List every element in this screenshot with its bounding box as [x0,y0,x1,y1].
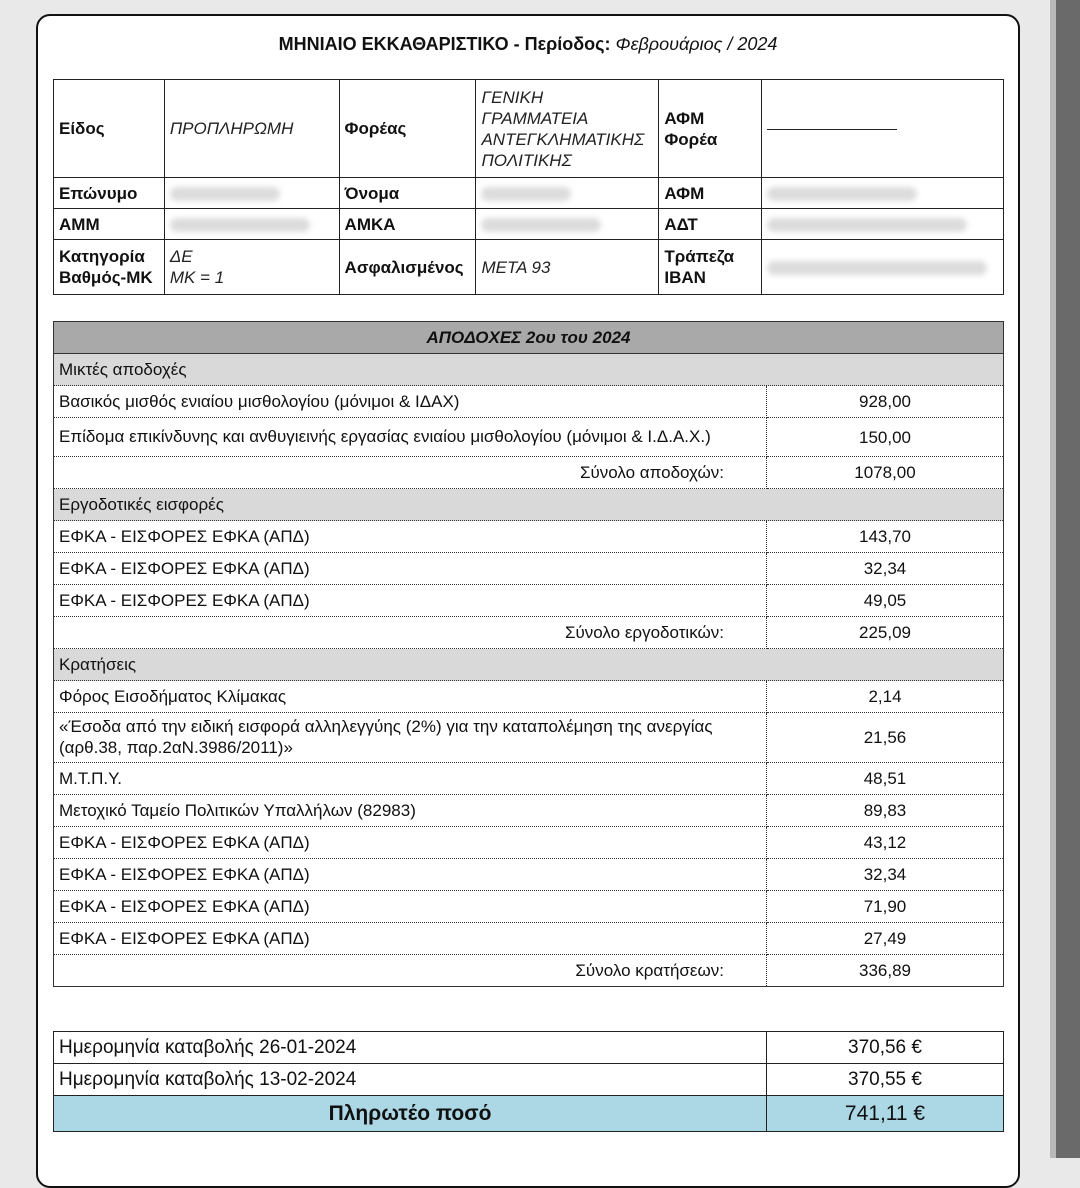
row-value: 49,05 [767,585,1004,617]
gross-total-value: 1078,00 [767,457,1004,489]
onoma-value-redacted [476,178,659,209]
row-value: 928,00 [767,386,1004,418]
asfalismenos-value: ΜΕΤΑ 93 [476,240,659,295]
row-value: 48,51 [767,763,1004,795]
payable-total-value: 741,11 € [767,1096,1004,1132]
afm-value-redacted [762,178,1004,209]
payment-date-label: Ημερομηνία καταβολής 26-01-2024 [54,1032,767,1064]
employee-info-table [53,79,1004,295]
table-row [54,891,1004,923]
redaction-blur [767,218,967,232]
title-period: Φεβρουάριος / 2024 [615,34,778,54]
redaction-blur [767,187,917,201]
row-label: Μ.Τ.Π.Υ. [54,763,767,795]
row-label: ΕΦΚΑ - ΕΙΣΦΟΡΕΣ ΕΦΚΑ (ΑΠΔ) [54,521,767,553]
redaction-blur [170,218,310,232]
row-value: 143,70 [767,521,1004,553]
adt-value-redacted [762,209,1004,240]
afm-foreas-label: ΑΦΜ Φορέα [659,80,762,178]
row-value: 32,34 [767,553,1004,585]
deductions-total-value: 336,89 [767,955,1004,987]
afm-foreas-value [762,80,1004,178]
deductions-total-row [54,955,1004,987]
table-row [54,795,1004,827]
table-row [54,859,1004,891]
scrollbar-track [1050,0,1056,1158]
payment-amount: 370,55 € [767,1064,1004,1096]
amm-value-redacted [164,209,339,240]
employer-total-value: 225,09 [767,617,1004,649]
katigoria-code: ΔΕ [169,247,193,266]
payment-amount: 370,56 € [767,1032,1004,1064]
deductions-total-label: Σύνολο κρατήσεων: [54,955,767,987]
row-label: ΕΦΚΑ - ΕΙΣΦΟΡΕΣ ΕΦΚΑ (ΑΠΔ) [54,585,767,617]
earnings-table [53,321,1004,987]
gross-total-row [54,457,1004,489]
row-value: 32,34 [767,859,1004,891]
asfalismenos-label: Ασφαλισμένος [339,240,476,295]
gross-section-heading: Μικτές αποδοχές [54,354,1004,386]
eidos-value: ΠΡΟΠΛΗΡΩΜΗ [164,80,339,178]
row-value: 27,49 [767,923,1004,955]
row-label: Βασικός μισθός ενιαίου μισθολογίου (μόνιμοι & ΙΔΑΧ) [54,386,767,418]
title-main: ΜΗΝΙΑΙΟ ΕΚΚΑΘΑΡΙΣΤΙΚΟ - Περίοδος: [278,34,611,54]
employer-section-heading: Εργοδοτικές εισφορές [54,489,1004,521]
table-row [54,763,1004,795]
deductions-section-heading: Κρατήσεις [54,649,1004,681]
foreas-value: ΓΕΝΙΚΗ ΓΡΑΜΜΑΤΕΙΑ ΑΝΤΕΓΚΛΗΜΑΤΙΚΗΣ ΠΟΛΙΤΙΚΗΣ [476,80,659,178]
onoma-label: Όνομα [339,178,476,209]
redaction-blur [481,187,571,201]
table-row [54,386,1004,418]
mk-value: ΜΚ = 1 [169,268,225,287]
employer-section-row [54,489,1004,521]
table-row [54,923,1004,955]
row-value: 21,56 [767,713,1004,763]
payslip-document [36,14,1020,1188]
table-row [54,418,1004,457]
employer-total-label: Σύνολο εργοδοτικών: [54,617,767,649]
row-label: ΕΦΚΑ - ΕΙΣΦΟΡΕΣ ΕΦΚΑ (ΑΠΔ) [54,553,767,585]
payment-date-label: Ημερομηνία καταβολής 13-02-2024 [54,1064,767,1096]
row-value: 71,90 [767,891,1004,923]
row-label: ΕΦΚΑ - ΕΙΣΦΟΡΕΣ ΕΦΚΑ (ΑΠΔ) [54,891,767,923]
row-label: Μετοχικό Ταμείο Πολιτικών Υπαλλήλων (82983) [54,795,767,827]
iban-value-redacted [762,240,1004,295]
payment-row [54,1064,1004,1096]
table-row [54,681,1004,713]
table-row [54,585,1004,617]
row-value: 150,00 [767,418,1004,457]
scrollbar[interactable] [1050,0,1080,1158]
deductions-section-row [54,649,1004,681]
payment-row [54,1032,1004,1064]
table-row [54,713,1004,763]
row-label: Φόρος Εισοδήματος Κλίμακας [54,681,767,713]
amm-label: ΑΜΜ [54,209,165,240]
gross-total-label: Σύνολο αποδοχών: [54,457,767,489]
katigoria-label: Κατηγορία Βαθμός-ΜΚ [54,240,165,295]
gross-section-row [54,354,1004,386]
payments-table [53,1031,1004,1132]
payable-total-row [54,1096,1004,1132]
redaction-blur [170,187,280,201]
row-label: Επίδομα επικίνδυνης και ανθυγιεινής εργασίας ενιαίου μισθολογίου (μόνιμοι & Ι.Δ.Α.Χ.) [54,418,767,457]
table-row [54,827,1004,859]
page-title [38,34,1018,55]
amka-label: ΑΜΚΑ [339,209,476,240]
row-label: ΕΦΚΑ - ΕΙΣΦΟΡΕΣ ΕΦΚΑ (ΑΠΔ) [54,827,767,859]
row-value: 2,14 [767,681,1004,713]
katigoria-value [164,240,339,295]
redaction-blur [481,218,601,232]
foreas-label: Φορέας [339,80,476,178]
afm-label: ΑΦΜ [659,178,762,209]
row-value: 89,83 [767,795,1004,827]
redaction-line [767,129,897,130]
eponymo-value-redacted [164,178,339,209]
trapeza-label: Τράπεζα IBAN [659,240,762,295]
row-label: ΕΦΚΑ - ΕΙΣΦΟΡΕΣ ΕΦΚΑ (ΑΠΔ) [54,859,767,891]
row-label: ΕΦΚΑ - ΕΙΣΦΟΡΕΣ ΕΦΚΑ (ΑΠΔ) [54,923,767,955]
earnings-heading: ΑΠΟΔΟΧΕΣ 2ου του 2024 [54,322,1004,354]
payable-total-label: Πληρωτέο ποσό [54,1096,767,1132]
row-value: 43,12 [767,827,1004,859]
redaction-blur [767,261,987,275]
row-label: «Έσοδα από την ειδική εισφορά αλληλεγγύης (2%) για την καταπολέμηση της ανεργίας (αρθ.38, παρ.2αΝ.3986/2011)» [54,713,767,763]
eidos-label: Είδος [54,80,165,178]
amka-value-redacted [476,209,659,240]
table-row [54,521,1004,553]
earnings-heading-row [54,322,1004,354]
eponymo-label: Επώνυμο [54,178,165,209]
table-row [54,553,1004,585]
adt-label: ΑΔΤ [659,209,762,240]
employer-total-row [54,617,1004,649]
